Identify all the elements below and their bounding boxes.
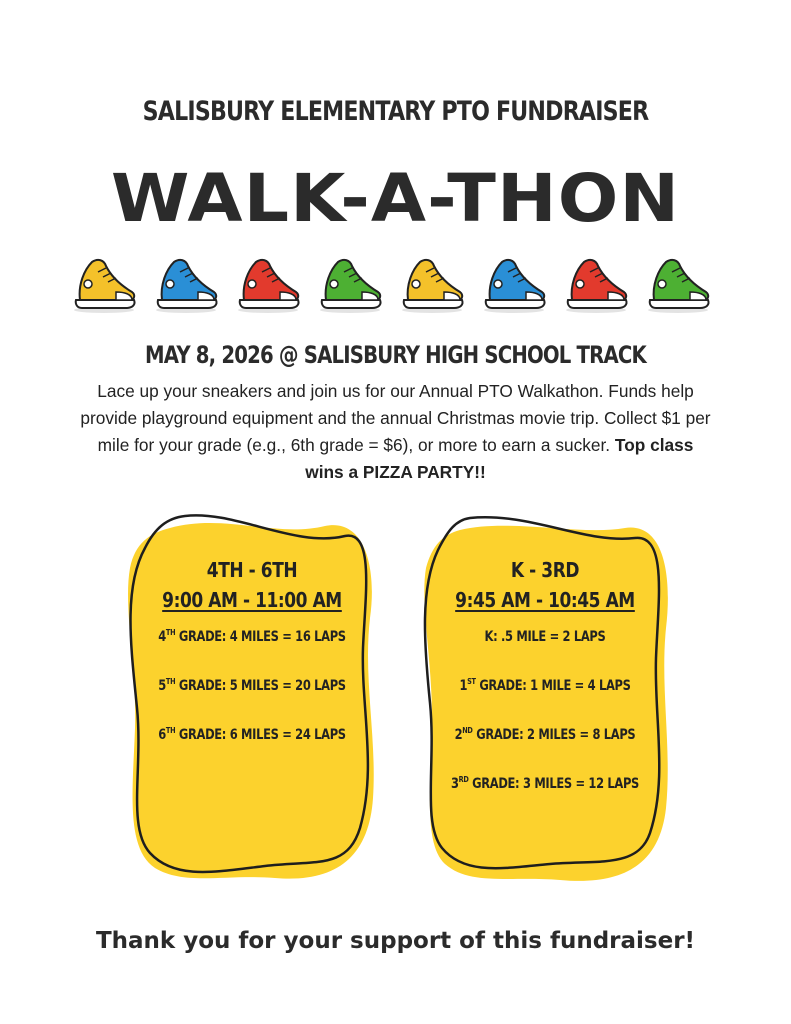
yellow-sneaker-icon [402,260,463,313]
intro-text: Lace up your sneakers and join us for our Annual PTO Walkathon. Funds help provide playground equipment and the annual Christmas movie trip. Collect $1 per mile for your grade (e.g., 6th grade = $6), or more to earn a sucker. [80,381,711,455]
lap-row: 1ST GRADE: 1 MILE = 4 LAPS [459,677,631,694]
blue-sneaker-icon [156,260,217,313]
lap-row: K: .5 MILE = 2 LAPS [484,629,606,645]
lap-row: 2ND GRADE: 2 MILES = 8 LAPS [454,726,636,743]
group-time: 9:45 AM - 10:45 AM [455,588,635,612]
sneaker-row [70,250,730,320]
red-sneaker-icon [566,260,627,313]
intro-highlight: Top class wins a PIZZA PARTY!! [305,435,694,482]
lap-row: 4TH GRADE: 4 MILES = 16 LAPS [158,628,346,645]
group-title: K - 3RD [510,558,580,582]
blue-sneaker-icon [484,260,545,313]
group-panel-k-3rd [430,558,660,792]
red-sneaker-icon [238,260,299,313]
page-title: WALK-A-THON [110,160,681,237]
footer-thanks: Thank you for your support of this fundraiser! [95,928,696,954]
group-title: 4TH - 6TH [206,558,298,582]
lap-row: 5TH GRADE: 5 MILES = 20 LAPS [158,677,346,694]
lap-row: 3RD GRADE: 3 MILES = 12 LAPS [450,775,639,792]
lap-row: 6TH GRADE: 6 MILES = 24 LAPS [158,726,346,743]
green-sneaker-icon [320,260,381,313]
green-sneaker-icon [648,260,709,313]
subtitle: SALISBURY ELEMENTARY PTO FUNDRAISER [142,96,649,127]
event-date-location: MAY 8, 2026 @ SALISBURY HIGH SCHOOL TRACK [145,341,646,369]
event-description [80,378,711,486]
yellow-sneaker-icon [74,260,135,313]
group-time: 9:00 AM - 11:00 AM [162,588,342,612]
group-panel-4th-6th [137,558,367,743]
